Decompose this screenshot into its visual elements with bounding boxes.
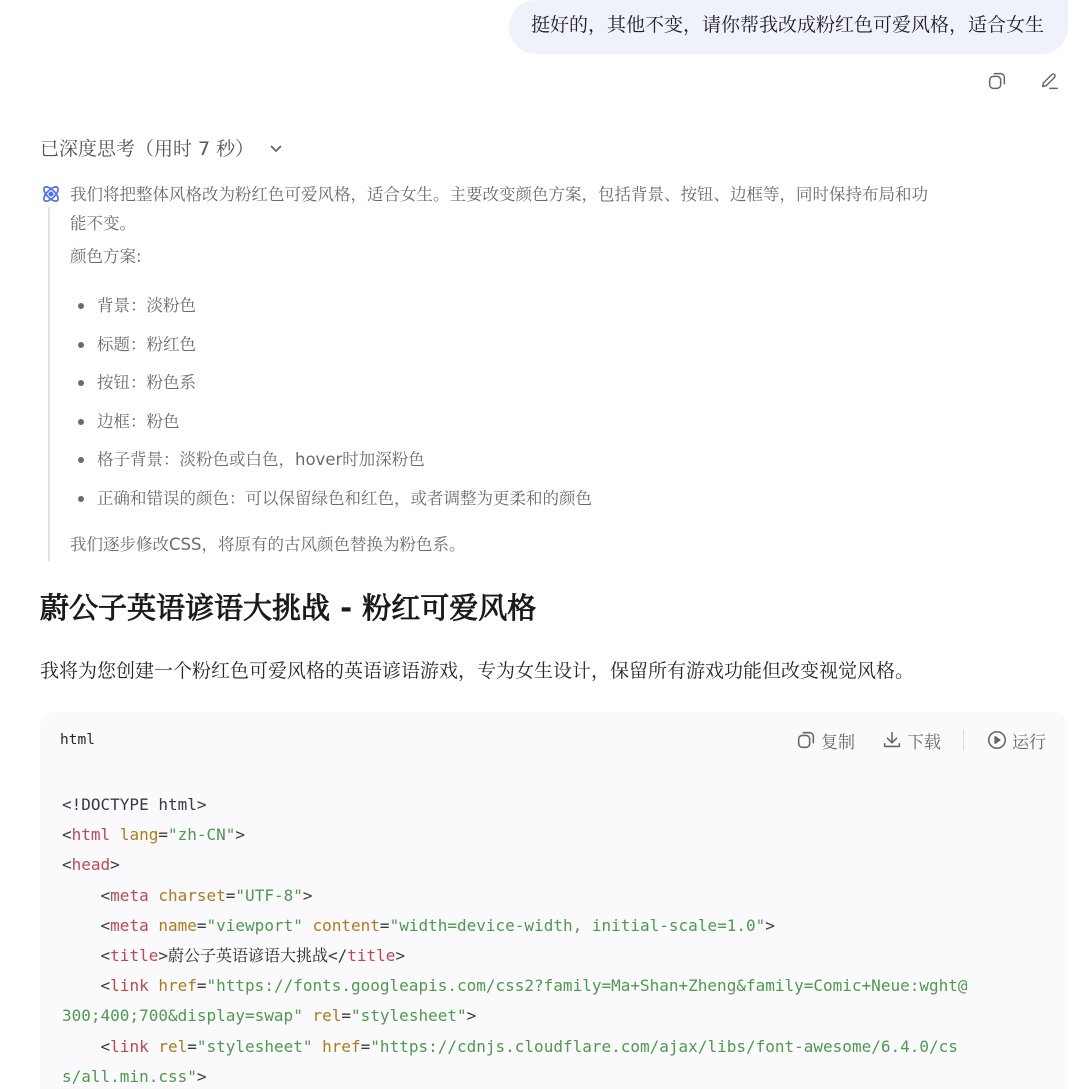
run-code-button[interactable]: 运行 [986,728,1046,753]
thinking-content [40,180,1070,561]
code-line: <link href="https://fonts.googleapis.com/css2?family=Ma+Shan+Zheng&family=Comic+Neue:wght@ [62,976,968,996]
thinking-intro-line2: 能不变。 [70,214,136,233]
code-line: s/all.min.css"> [62,1066,207,1086]
bullet-icon [78,457,84,463]
atom-icon [40,183,62,205]
download-icon [881,729,903,751]
list-item: 边框：粉色 [70,403,1070,442]
thinking-conclusion: 我们逐步修改CSS，将原有的古风颜色替换为粉色系。 [70,535,466,554]
copy-icon [795,729,817,751]
copy-icon [986,70,1008,92]
code-line: <!DOCTYPE html> [62,795,207,814]
thinking-header: 已深度思考（用时 7 秒） [40,138,255,160]
divider [963,730,964,750]
user-message-actions [984,68,1062,94]
answer-intro: 我将为您创建一个粉红色可爱风格的英语谚语游戏，专为女生设计，保留所有游戏功能但改变视觉风格。 [40,660,915,682]
code-language-label: html [60,732,95,748]
code-line: 300;400;700&display=swap" rel="stylesheet"> [62,1006,477,1026]
download-code-button[interactable]: 下载 [881,728,941,753]
bullet-icon [78,380,84,386]
code-block-header [40,712,1068,768]
list-item: 背景：淡粉色 [70,287,1070,326]
thinking-toggle[interactable] [40,134,284,161]
code-content [40,768,1068,1089]
copy-message-button[interactable] [984,68,1010,94]
play-circle-icon [986,729,1008,751]
code-line: <head> [62,855,120,875]
bullet-icon [78,496,84,502]
code-block [40,712,1068,1089]
code-line: <title>蔚公子英语谚语大挑战</title> [62,946,406,966]
code-line: <html lang="zh-CN"> [62,825,246,845]
color-scheme-label: 颜色方案: [70,247,142,266]
code-line: <meta name="viewport" content="width=device-width, initial-scale=1.0"> [62,915,775,935]
thinking-quote [48,207,1070,561]
color-scheme-list [70,287,1070,518]
pencil-icon [1038,70,1060,92]
edit-message-button[interactable] [1036,68,1062,94]
code-line: <meta charset="UTF-8"> [62,885,313,905]
chevron-down-icon [268,140,284,156]
user-message-bubble: 挺好的，其他不变，请你帮我改成粉红色可爱风格，适合女生 [509,0,1068,54]
answer-title: 蔚公子英语谚语大挑战 - 粉红可爱风格 [40,591,537,625]
list-item: 按钮：粉色系 [70,364,1070,403]
list-item: 正确和错误的颜色：可以保留绿色和红色，或者调整为更柔和的颜色 [70,480,1070,519]
code-actions [795,728,1046,753]
user-message [509,0,1068,54]
list-item: 格子背景：淡粉色或白色，hover时加深粉色 [70,441,1070,480]
thinking-intro-line1: 我们将把整体风格改为粉红色可爱风格，适合女生。主要改变颜色方案，包括背景、按钮、边框等，同时保持布局和功 [70,185,928,204]
bullet-icon [78,303,84,309]
bullet-icon [78,419,84,425]
list-item: 标题：粉红色 [70,326,1070,365]
copy-code-button[interactable]: 复制 [795,728,855,753]
code-line: <link rel="stylesheet" href="https://cdnjs.cloudflare.com/ajax/libs/font-awesome/6.4.0/cs [62,1036,958,1056]
bullet-icon [78,342,84,348]
